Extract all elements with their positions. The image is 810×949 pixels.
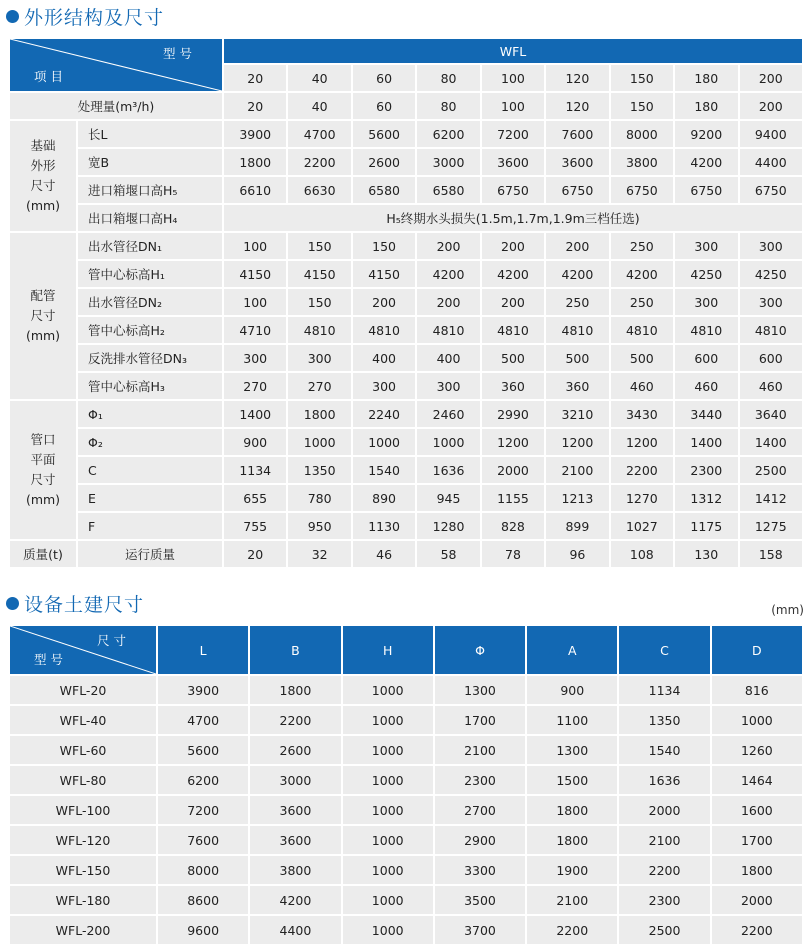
- value-cell: 7600: [546, 121, 608, 147]
- value-cell: 9400: [740, 121, 803, 147]
- value-cell: 300: [740, 289, 803, 315]
- value-cell: 2300: [675, 457, 737, 483]
- value-cell: 2900: [435, 826, 525, 854]
- value-cell: 1000: [343, 856, 433, 884]
- value-cell: 1270: [611, 485, 673, 511]
- row-label: F: [78, 513, 222, 539]
- value-cell: 2200: [611, 457, 673, 483]
- value-cell: 1134: [619, 676, 709, 704]
- row-label: Φ₁: [78, 401, 222, 427]
- value-cell: 2200: [527, 916, 617, 944]
- value-cell: 1000: [353, 429, 415, 455]
- value-cell: 4810: [353, 317, 415, 343]
- value-cell: 1400: [675, 429, 737, 455]
- value-cell: 655: [224, 485, 286, 511]
- value-cell: 4200: [546, 261, 608, 287]
- model-size-cell: 80: [417, 65, 479, 91]
- table-row: [10, 121, 802, 147]
- value-cell: 900: [224, 429, 286, 455]
- table-row: [10, 826, 802, 854]
- value-cell: 4710: [224, 317, 286, 343]
- table-row: [10, 205, 802, 231]
- row-label: 反洗排水管径DN₃: [78, 345, 222, 371]
- table-row: [10, 706, 802, 734]
- column-header: C: [619, 626, 709, 674]
- group-label: 配管 尺寸 (mm): [10, 233, 76, 399]
- value-cell: 250: [611, 233, 673, 259]
- value-cell: 200: [546, 233, 608, 259]
- table-row: [10, 345, 802, 371]
- value-cell: 6200: [417, 121, 479, 147]
- column-header: B: [250, 626, 340, 674]
- value-cell: 6750: [546, 177, 608, 203]
- value-cell: 150: [353, 233, 415, 259]
- value-cell: 1200: [482, 429, 544, 455]
- value-cell: 300: [675, 289, 737, 315]
- value-cell: 2600: [353, 149, 415, 175]
- value-cell: 3600: [482, 149, 544, 175]
- value-cell: 2100: [527, 886, 617, 914]
- value-cell: 1000: [343, 766, 433, 794]
- corner-top-label: 型 号: [163, 46, 192, 61]
- value-cell: 1134: [224, 457, 286, 483]
- value-cell: 4400: [250, 916, 340, 944]
- value-cell: 60: [353, 93, 415, 119]
- value-cell: 1000: [288, 429, 350, 455]
- model-size-cell: 200: [740, 65, 803, 91]
- value-cell: 300: [353, 373, 415, 399]
- value-cell: 100: [482, 93, 544, 119]
- table-row: [10, 676, 802, 704]
- value-cell: 360: [482, 373, 544, 399]
- value-cell: 2300: [435, 766, 525, 794]
- value-cell: 400: [353, 345, 415, 371]
- value-cell: 1027: [611, 513, 673, 539]
- value-cell: 4200: [250, 886, 340, 914]
- model-cell: WFL-120: [10, 826, 156, 854]
- corner-bottom-label: 型 号: [34, 652, 63, 667]
- value-cell: 460: [611, 373, 673, 399]
- value-cell: 78: [482, 541, 544, 567]
- row-label: 管中心标高H₃: [78, 373, 222, 399]
- value-cell: 460: [740, 373, 803, 399]
- model-size-cell: 60: [353, 65, 415, 91]
- value-cell: 4400: [740, 149, 803, 175]
- table-row: [10, 766, 802, 794]
- value-cell: 120: [546, 93, 608, 119]
- value-cell: 4700: [158, 706, 248, 734]
- value-cell: 32: [288, 541, 350, 567]
- value-cell: 1100: [527, 706, 617, 734]
- table-row: [10, 149, 802, 175]
- group-label: 基础 外形 尺寸 (mm): [10, 121, 76, 231]
- value-cell: 500: [482, 345, 544, 371]
- row-label: 进口箱堰口高H₅: [78, 177, 222, 203]
- model-cell: WFL-150: [10, 856, 156, 884]
- group-label: 管口 平面 尺寸 (mm): [10, 401, 76, 539]
- value-cell: 200: [482, 289, 544, 315]
- value-cell: 46: [353, 541, 415, 567]
- diagonal-line-icon: [10, 626, 156, 674]
- value-cell: 4150: [224, 261, 286, 287]
- value-cell: 4250: [675, 261, 737, 287]
- value-cell: 2100: [619, 826, 709, 854]
- value-cell: 1540: [353, 457, 415, 483]
- table-row: [10, 485, 802, 511]
- value-cell: 3900: [224, 121, 286, 147]
- value-cell: 1400: [224, 401, 286, 427]
- value-cell: 460: [675, 373, 737, 399]
- row-label: C: [78, 457, 222, 483]
- table-row: [10, 886, 802, 914]
- value-cell: 7200: [482, 121, 544, 147]
- value-cell: 3000: [417, 149, 479, 175]
- value-cell: 4200: [611, 261, 673, 287]
- value-cell: 945: [417, 485, 479, 511]
- value-cell: 158: [740, 541, 803, 567]
- value-cell: 1636: [417, 457, 479, 483]
- table-row: [10, 457, 802, 483]
- section2-title: [6, 590, 144, 617]
- value-cell: 3640: [740, 401, 803, 427]
- value-cell: 1800: [288, 401, 350, 427]
- value-cell: 1275: [740, 513, 803, 539]
- table-row: [10, 233, 802, 259]
- value-cell: 2200: [250, 706, 340, 734]
- value-cell: 20: [224, 93, 286, 119]
- column-header: A: [527, 626, 617, 674]
- row-label: Φ₂: [78, 429, 222, 455]
- value-cell: 1900: [527, 856, 617, 884]
- value-cell: 2200: [712, 916, 802, 944]
- value-cell: 2000: [619, 796, 709, 824]
- span-note-cell: H₅终期水头损失(1.5m,1.7m,1.9m三档任选): [224, 205, 802, 231]
- value-cell: 3600: [250, 826, 340, 854]
- value-cell: 1700: [712, 826, 802, 854]
- value-cell: 2240: [353, 401, 415, 427]
- value-cell: 1636: [619, 766, 709, 794]
- value-cell: 1800: [250, 676, 340, 704]
- value-cell: 4700: [288, 121, 350, 147]
- value-cell: 1000: [343, 736, 433, 764]
- value-cell: 2100: [435, 736, 525, 764]
- column-header: D: [712, 626, 802, 674]
- bullet-dot-icon: [6, 597, 19, 610]
- model-series-header: WFL: [224, 39, 802, 63]
- value-cell: 3210: [546, 401, 608, 427]
- model-size-cell: 100: [482, 65, 544, 91]
- value-cell: 3900: [158, 676, 248, 704]
- row-label: 出水管径DN₂: [78, 289, 222, 315]
- value-cell: 130: [675, 541, 737, 567]
- value-cell: 150: [288, 233, 350, 259]
- value-cell: 3600: [250, 796, 340, 824]
- group-label: 质量(t): [10, 541, 76, 567]
- model-size-cell: 20: [224, 65, 286, 91]
- value-cell: 6630: [288, 177, 350, 203]
- value-cell: 1000: [343, 826, 433, 854]
- value-cell: 1000: [712, 706, 802, 734]
- row-label: 运行质量: [78, 541, 222, 567]
- value-cell: 2200: [288, 149, 350, 175]
- value-cell: 3440: [675, 401, 737, 427]
- table-row: [10, 401, 802, 427]
- value-cell: 4810: [482, 317, 544, 343]
- value-cell: 200: [417, 233, 479, 259]
- value-cell: 200: [740, 93, 803, 119]
- table-row: [10, 373, 802, 399]
- table-row: [10, 177, 802, 203]
- model-size-cell: 40: [288, 65, 350, 91]
- row-label: 管中心标高H₂: [78, 317, 222, 343]
- table-row: [10, 93, 802, 119]
- value-cell: 300: [675, 233, 737, 259]
- value-cell: 1400: [740, 429, 803, 455]
- value-cell: 40: [288, 93, 350, 119]
- column-header: L: [158, 626, 248, 674]
- value-cell: 150: [611, 93, 673, 119]
- value-cell: 200: [353, 289, 415, 315]
- value-cell: 4200: [675, 149, 737, 175]
- spec-table: [8, 37, 804, 569]
- section1-title: [6, 3, 164, 30]
- value-cell: 1800: [224, 149, 286, 175]
- value-cell: 1800: [527, 796, 617, 824]
- model-cell: WFL-180: [10, 886, 156, 914]
- value-cell: 755: [224, 513, 286, 539]
- value-cell: 899: [546, 513, 608, 539]
- value-cell: 500: [546, 345, 608, 371]
- model-cell: WFL-40: [10, 706, 156, 734]
- table-row: [10, 796, 802, 824]
- value-cell: 1200: [546, 429, 608, 455]
- value-cell: 250: [546, 289, 608, 315]
- table-row: [10, 916, 802, 944]
- value-cell: 80: [417, 93, 479, 119]
- value-cell: 1175: [675, 513, 737, 539]
- value-cell: 1700: [435, 706, 525, 734]
- value-cell: 100: [224, 233, 286, 259]
- header-corner-cell: [10, 39, 222, 91]
- value-cell: 1464: [712, 766, 802, 794]
- value-cell: 1130: [353, 513, 415, 539]
- model-cell: WFL-100: [10, 796, 156, 824]
- value-cell: 1000: [343, 676, 433, 704]
- row-label: 处理量(m³/h): [10, 93, 222, 119]
- value-cell: 8000: [158, 856, 248, 884]
- value-cell: 1300: [527, 736, 617, 764]
- value-cell: 9600: [158, 916, 248, 944]
- column-header: Φ: [435, 626, 525, 674]
- value-cell: 600: [675, 345, 737, 371]
- value-cell: 4150: [288, 261, 350, 287]
- civil-dimension-table: [8, 624, 804, 946]
- value-cell: 200: [482, 233, 544, 259]
- value-cell: 1800: [712, 856, 802, 884]
- table-row: [10, 513, 802, 539]
- value-cell: 1155: [482, 485, 544, 511]
- row-label: 出口箱堰口高H₄: [78, 205, 222, 231]
- value-cell: 1213: [546, 485, 608, 511]
- value-cell: 6200: [158, 766, 248, 794]
- value-cell: 816: [712, 676, 802, 704]
- value-cell: 1412: [740, 485, 803, 511]
- table-row: [10, 856, 802, 884]
- value-cell: 250: [611, 289, 673, 315]
- value-cell: 1600: [712, 796, 802, 824]
- value-cell: 6750: [611, 177, 673, 203]
- value-cell: 4150: [353, 261, 415, 287]
- table-row: [10, 541, 802, 567]
- value-cell: 4810: [417, 317, 479, 343]
- value-cell: 1000: [343, 796, 433, 824]
- table-row: [10, 736, 802, 764]
- value-cell: 890: [353, 485, 415, 511]
- section2-title-text: 设备土建尺寸: [24, 594, 145, 616]
- value-cell: 2000: [712, 886, 802, 914]
- value-cell: 4810: [546, 317, 608, 343]
- model-size-cell: 120: [546, 65, 608, 91]
- value-cell: 400: [417, 345, 479, 371]
- value-cell: 1260: [712, 736, 802, 764]
- value-cell: 3430: [611, 401, 673, 427]
- value-cell: 2700: [435, 796, 525, 824]
- value-cell: 1000: [343, 916, 433, 944]
- value-cell: 150: [288, 289, 350, 315]
- value-cell: 7600: [158, 826, 248, 854]
- value-cell: 6750: [675, 177, 737, 203]
- value-cell: 20: [224, 541, 286, 567]
- row-label: 长L: [78, 121, 222, 147]
- value-cell: 9200: [675, 121, 737, 147]
- value-cell: 8000: [611, 121, 673, 147]
- value-cell: 4250: [740, 261, 803, 287]
- value-cell: 108: [611, 541, 673, 567]
- row-label: 出水管径DN₁: [78, 233, 222, 259]
- value-cell: 6610: [224, 177, 286, 203]
- value-cell: 6580: [353, 177, 415, 203]
- value-cell: 4200: [417, 261, 479, 287]
- model-cell: WFL-80: [10, 766, 156, 794]
- value-cell: 1000: [417, 429, 479, 455]
- value-cell: 2600: [250, 736, 340, 764]
- value-cell: 100: [224, 289, 286, 315]
- value-cell: 58: [417, 541, 479, 567]
- value-cell: 6750: [740, 177, 803, 203]
- value-cell: 1300: [435, 676, 525, 704]
- value-cell: 270: [288, 373, 350, 399]
- value-cell: 828: [482, 513, 544, 539]
- value-cell: 500: [611, 345, 673, 371]
- value-cell: 3800: [611, 149, 673, 175]
- value-cell: 2460: [417, 401, 479, 427]
- value-cell: 5600: [158, 736, 248, 764]
- value-cell: 8600: [158, 886, 248, 914]
- value-cell: 1280: [417, 513, 479, 539]
- value-cell: 1800: [527, 826, 617, 854]
- value-cell: 4810: [611, 317, 673, 343]
- table-row: [10, 261, 802, 287]
- value-cell: 300: [224, 345, 286, 371]
- value-cell: 270: [224, 373, 286, 399]
- value-cell: 1312: [675, 485, 737, 511]
- value-cell: 1540: [619, 736, 709, 764]
- section1-title-text: 外形结构及尺寸: [24, 7, 165, 29]
- value-cell: 2500: [619, 916, 709, 944]
- table-row: [10, 317, 802, 343]
- value-cell: 1350: [619, 706, 709, 734]
- value-cell: 5600: [353, 121, 415, 147]
- model-size-cell: 150: [611, 65, 673, 91]
- value-cell: 900: [527, 676, 617, 704]
- value-cell: 360: [546, 373, 608, 399]
- model-cell: WFL-60: [10, 736, 156, 764]
- header-corner-cell: [10, 626, 156, 674]
- model-size-cell: 180: [675, 65, 737, 91]
- value-cell: 2100: [546, 457, 608, 483]
- value-cell: 4810: [675, 317, 737, 343]
- value-cell: 2300: [619, 886, 709, 914]
- value-cell: 1200: [611, 429, 673, 455]
- value-cell: 2500: [740, 457, 803, 483]
- model-cell: WFL-200: [10, 916, 156, 944]
- value-cell: 6750: [482, 177, 544, 203]
- value-cell: 3600: [546, 149, 608, 175]
- value-cell: 2200: [619, 856, 709, 884]
- value-cell: 780: [288, 485, 350, 511]
- corner-bottom-label: 项 目: [34, 69, 63, 84]
- value-cell: 300: [740, 233, 803, 259]
- table-row: [10, 289, 802, 315]
- row-label: E: [78, 485, 222, 511]
- value-cell: 1000: [343, 706, 433, 734]
- value-cell: 200: [417, 289, 479, 315]
- value-cell: 300: [288, 345, 350, 371]
- unit-note: (mm): [771, 603, 804, 617]
- value-cell: 2990: [482, 401, 544, 427]
- value-cell: 3700: [435, 916, 525, 944]
- value-cell: 4810: [740, 317, 803, 343]
- value-cell: 1500: [527, 766, 617, 794]
- value-cell: 3800: [250, 856, 340, 884]
- column-header: H: [343, 626, 433, 674]
- value-cell: 950: [288, 513, 350, 539]
- value-cell: 3500: [435, 886, 525, 914]
- value-cell: 300: [417, 373, 479, 399]
- value-cell: 2000: [482, 457, 544, 483]
- value-cell: 6580: [417, 177, 479, 203]
- bullet-dot-icon: [6, 10, 19, 23]
- value-cell: 3000: [250, 766, 340, 794]
- corner-top-label: 尺 寸: [97, 633, 126, 648]
- model-cell: WFL-20: [10, 676, 156, 704]
- value-cell: 180: [675, 93, 737, 119]
- value-cell: 4810: [288, 317, 350, 343]
- value-cell: 4200: [482, 261, 544, 287]
- value-cell: 600: [740, 345, 803, 371]
- value-cell: 1350: [288, 457, 350, 483]
- row-label: 宽B: [78, 149, 222, 175]
- value-cell: 7200: [158, 796, 248, 824]
- value-cell: 3300: [435, 856, 525, 884]
- value-cell: 96: [546, 541, 608, 567]
- value-cell: 1000: [343, 886, 433, 914]
- table-row: [10, 429, 802, 455]
- row-label: 管中心标高H₁: [78, 261, 222, 287]
